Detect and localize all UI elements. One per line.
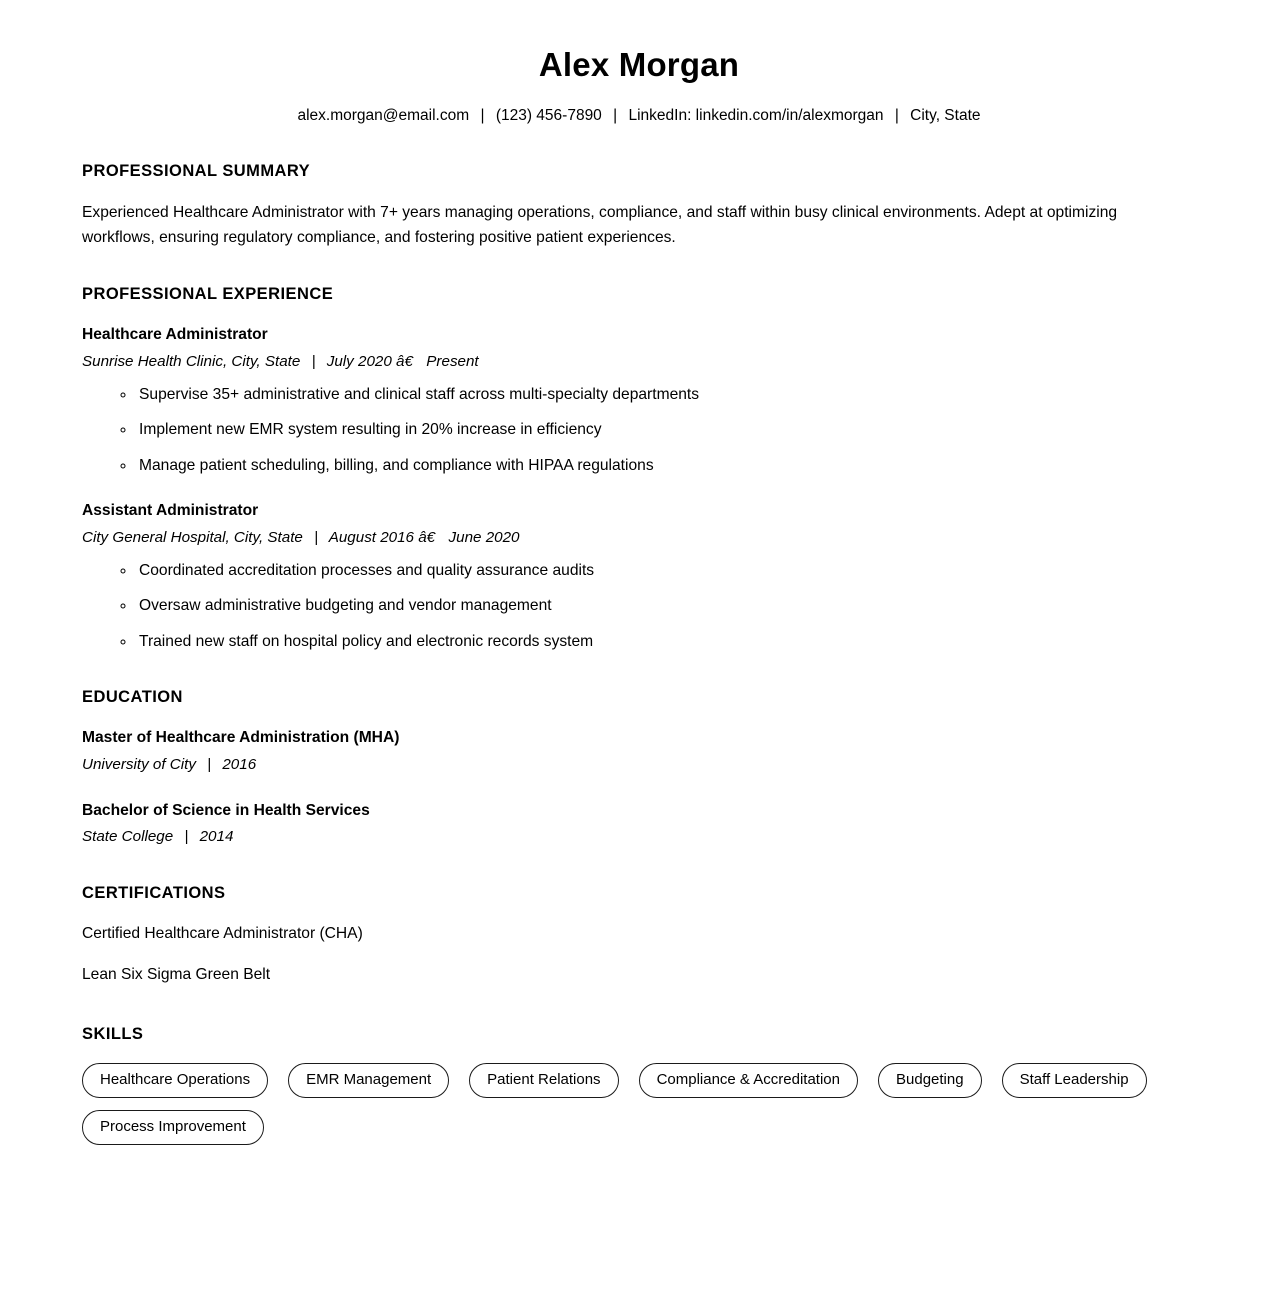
summary-paragraph: Experienced Healthcare Administrator with 7+ years managing operations, compliance, and staff within busy clinical environments. Adept at optimizing workflows, ensuring regulatory compliance, and fostering positive patient experiences.: [82, 203, 1118, 247]
job-bullet: ◦ Coordinated accreditation processes and quality assurance audits: [136, 560, 1196, 583]
education-entry: [82, 726, 1196, 776]
job-dates: August 2016 â€ June 2020: [328, 528, 520, 546]
contact-location: City, State: [910, 107, 981, 125]
education-year: 2014: [199, 828, 234, 846]
section-heading-experience: PROFESSIONAL EXPERIENCE: [82, 285, 334, 304]
contact-email: alex.morgan@email.com: [297, 107, 470, 125]
meta-separator: |: [184, 828, 189, 846]
contact-separator: |: [613, 107, 618, 125]
job-bullet: ◦ Implement new EMR system resulting in 20% increase in efficiency: [136, 419, 1196, 442]
skill-pill: Staff Leadership: [1002, 1063, 1147, 1098]
experience-entry: [82, 499, 1196, 653]
education-meta: [82, 754, 1196, 777]
education-entry: [82, 799, 1196, 849]
section-professional-summary: [82, 162, 1196, 251]
education-meta: [82, 826, 1196, 849]
section-heading-certifications: CERTIFICATIONS: [82, 883, 226, 902]
certification-item: Lean Six Sigma Green Belt: [82, 966, 271, 984]
education-school: State College: [82, 828, 174, 846]
section-heading-summary: PROFESSIONAL SUMMARY: [82, 161, 311, 180]
skill-pill: Healthcare Operations: [82, 1063, 268, 1098]
contact-phone: (123) 456-7890: [495, 107, 602, 125]
job-title: Assistant Administrator: [82, 502, 259, 520]
job-bullet-list: [82, 384, 1196, 478]
job-title: Healthcare Administrator: [82, 326, 268, 344]
job-meta: [82, 351, 1196, 374]
education-school: University of City: [82, 755, 196, 773]
job-bullet: ◦ Manage patient scheduling, billing, and compliance with HIPAA regulations: [136, 455, 1196, 478]
education-degree: Bachelor of Science in Health Services: [82, 801, 370, 819]
certification-item: Certified Healthcare Administrator (CHA): [82, 924, 363, 942]
contact-separator: |: [894, 107, 899, 125]
meta-separator: |: [207, 755, 212, 773]
page-title: Alex Morgan: [538, 46, 740, 83]
meta-separator: |: [311, 352, 316, 370]
job-bullet: ◦ Oversaw administrative budgeting and vendor management: [136, 595, 1196, 618]
skill-pill: EMR Management: [288, 1063, 449, 1098]
skill-pill: Compliance & Accreditation: [639, 1063, 858, 1098]
contact-separator: |: [480, 107, 485, 125]
education-year: 2016: [222, 755, 257, 773]
meta-separator: |: [314, 528, 319, 546]
job-meta: [82, 527, 1196, 550]
job-dates: July 2020 â€ Present: [326, 352, 479, 370]
section-skills: [82, 1025, 1196, 1205]
job-company: City General Hospital, City, State: [82, 528, 303, 546]
job-bullet-list: [82, 560, 1196, 654]
skill-pill: Process Improvement: [82, 1110, 264, 1145]
contact-info-line: [82, 105, 1196, 127]
education-degree: Master of Healthcare Administration (MHA): [82, 729, 400, 747]
section-heading-education: EDUCATION: [82, 688, 183, 707]
job-company: Sunrise Health Clinic, City, State: [82, 352, 301, 370]
contact-linkedin: LinkedIn: linkedin.com/in/alexmorgan: [628, 107, 884, 125]
section-certifications: [82, 884, 1196, 987]
job-bullet: ◦ Trained new staff on hospital policy and electronic records system: [136, 631, 1196, 654]
section-education: [82, 688, 1196, 848]
skill-pill: Patient Relations: [469, 1063, 618, 1098]
experience-entry: [82, 323, 1196, 477]
job-bullet: ◦ Supervise 35+ administrative and clinical staff across multi-specialty departments: [136, 384, 1196, 407]
section-heading-skills: SKILLS: [82, 1024, 144, 1043]
skills-pill-list: [82, 1063, 1157, 1145]
section-professional-experience: [82, 285, 1196, 653]
skill-pill: Budgeting: [878, 1063, 982, 1098]
